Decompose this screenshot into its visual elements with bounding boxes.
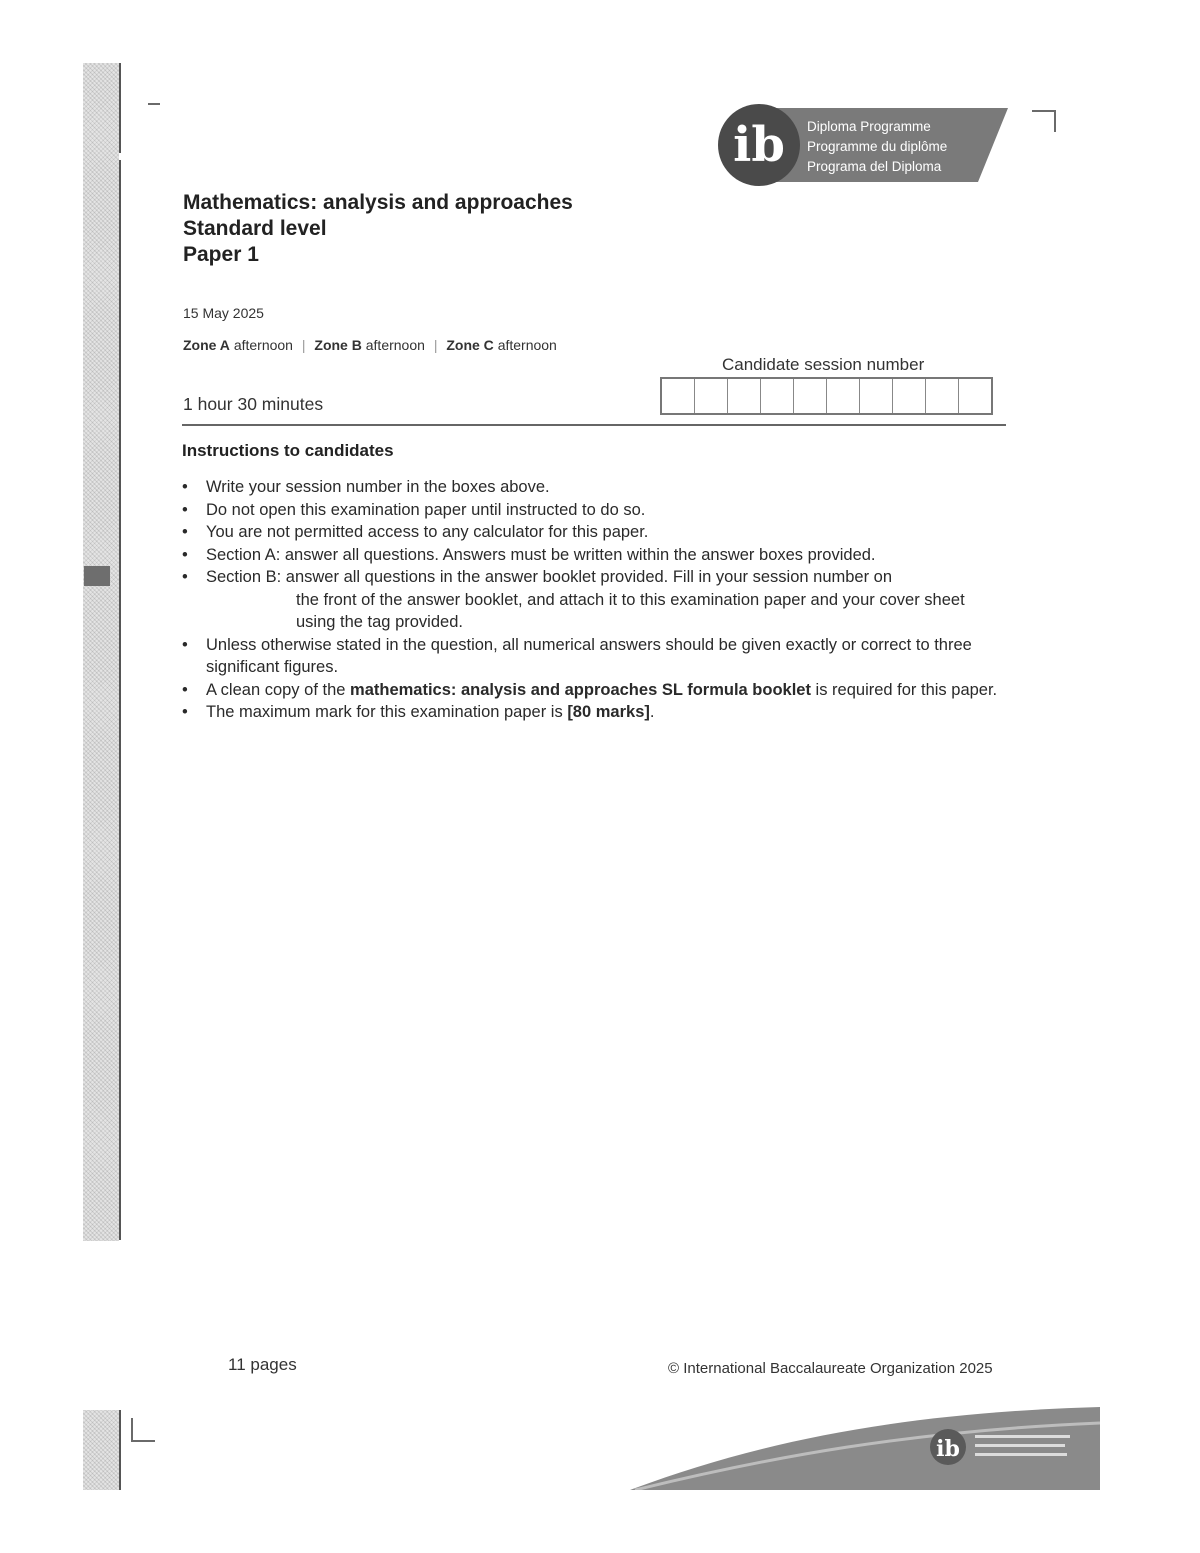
scan-edge-strip: [83, 1410, 119, 1490]
session-number-box[interactable]: [827, 379, 860, 413]
session-number-box[interactable]: [794, 379, 827, 413]
session-number-box[interactable]: [728, 379, 761, 413]
session-number-box[interactable]: [860, 379, 893, 413]
session-number-box[interactable]: [926, 379, 959, 413]
crop-mark-bottom-left: [131, 1418, 133, 1442]
session-number-box[interactable]: [662, 379, 695, 413]
session-number-box[interactable]: [695, 379, 728, 413]
svg-text:ib: ib: [733, 117, 785, 173]
instructions-list: [182, 476, 1022, 724]
instruction-item-continuation: the front of the answer booklet, and attach it to this examination paper and your cover sheet using the tag provided.: [296, 590, 965, 631]
zone-time: afternoon: [233, 337, 293, 353]
copyright: © International Baccalaureate Organization 2025: [668, 1360, 993, 1377]
session-number-box[interactable]: [959, 379, 991, 413]
zone-label: Zone C: [446, 337, 494, 353]
zone-time: afternoon: [497, 337, 557, 353]
zone-times: Zone A afternoon | Zone B afternoon | Zone C afternoon: [183, 337, 557, 353]
instruction-item: • Write your session number in the boxes above.: [182, 476, 1022, 499]
instruction-text: A clean copy of the: [206, 680, 346, 699]
scan-mark: [84, 566, 110, 586]
instruction-item: • Section B: answer all questions in the answer booklet provided. Fill in your session number on: [182, 566, 1022, 589]
svg-text:ib: ib: [936, 1436, 960, 1462]
paper-title: Paper 1: [183, 243, 259, 266]
crop-mark-top-left: [148, 103, 160, 105]
instruction-item: [182, 679, 1006, 702]
instruction-item: • You are not permitted access to any calculator for this paper.: [182, 521, 1022, 544]
ib-logo-text: [807, 117, 947, 177]
scan-edge-line: [119, 63, 121, 153]
instruction-item: • Do not open this examination paper until instructed to do so.: [182, 499, 1022, 522]
instruction-item: • Unless otherwise stated in the question, all numerical answers should be given exactly or correct to three significant figures.: [182, 634, 976, 679]
scan-edge-strip: [83, 63, 119, 1241]
crop-mark-top-right: [1054, 110, 1056, 132]
exam-duration: 1 hour 30 minutes: [183, 394, 324, 414]
logo-line: Programme du diplôme: [807, 139, 948, 154]
ib-footer-banner: [630, 1405, 1100, 1490]
crop-mark-top-right: [1032, 110, 1056, 112]
formula-booklet-name: mathematics: analysis and approaches SL formula booklet: [350, 680, 811, 699]
candidate-session-number-label: Candidate session number: [722, 355, 925, 374]
session-number-box[interactable]: [761, 379, 794, 413]
max-marks: [80 marks]: [567, 703, 650, 721]
logo-line: Diploma Programme: [807, 119, 931, 134]
zone-label: Zone A: [183, 337, 230, 353]
crop-mark-bottom-left: [131, 1440, 155, 1442]
instruction-text: The maximum mark for this examination paper is: [206, 703, 563, 721]
candidate-session-number-boxes[interactable]: [660, 377, 993, 415]
instructions-title: Instructions to candidates: [182, 441, 394, 460]
subject-title: Mathematics: analysis and approaches: [183, 191, 573, 214]
exam-date: 15 May 2025: [183, 305, 264, 321]
level-title: Standard level: [183, 217, 327, 240]
instruction-text: is required for this paper.: [815, 680, 998, 699]
zone-time: afternoon: [365, 337, 425, 353]
instruction-item: [182, 701, 1022, 724]
scan-edge-line: [119, 160, 121, 1240]
instruction-item: • Section A: answer all questions. Answers must be written within the answer boxes provided.: [182, 544, 1022, 567]
scan-edge-line: [119, 1410, 121, 1490]
instruction-text: .: [649, 703, 655, 721]
divider: [182, 424, 1006, 426]
logo-line: Programa del Diploma: [807, 159, 942, 174]
exam-title: [183, 190, 573, 268]
session-number-box[interactable]: [893, 379, 926, 413]
zone-label: Zone B: [314, 337, 362, 353]
page-count: 11 pages: [228, 1355, 297, 1374]
